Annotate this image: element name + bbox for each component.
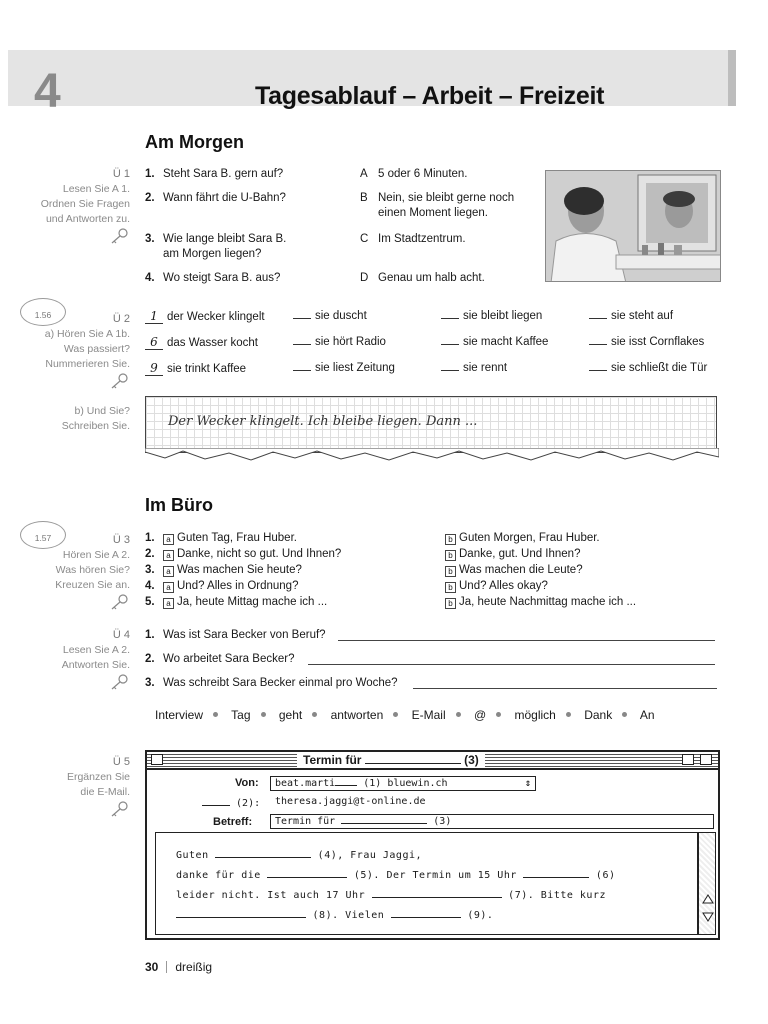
- u3-instruction-3: Kreuzen Sie an.: [55, 579, 130, 591]
- word-bank-item: Tag: [231, 708, 251, 722]
- u1-answer-a: A 5 oder 6 Minuten.: [360, 168, 468, 180]
- u3-item-5-a[interactable]: 5. a Ja, heute Mittag mache ich ...: [145, 596, 328, 608]
- action-item: sie liest Zeitung: [293, 362, 395, 374]
- section-title-morning: Am Morgen: [145, 132, 244, 152]
- action-item: 1 der Wecker klingelt: [145, 310, 265, 324]
- email-window: [145, 750, 720, 940]
- close-box-icon[interactable]: [151, 754, 163, 765]
- email-body[interactable]: [155, 832, 698, 935]
- email-body-line: Guten (4), Frau Jaggi,: [176, 850, 422, 861]
- u5-instruction-1: Ergänzen Sie: [66, 771, 130, 783]
- key-icon[interactable]: [108, 673, 130, 691]
- u2b-side-note: [62, 404, 130, 434]
- u5-label: Ü 5: [112, 756, 130, 768]
- email-titlebar[interactable]: [147, 752, 718, 770]
- subject-label: Betreff:: [213, 816, 253, 828]
- bullet-icon: [312, 712, 317, 717]
- email-title: Termin für (3): [297, 753, 485, 767]
- u3-item-1-a[interactable]: 1. a Guten Tag, Frau Huber.: [145, 532, 297, 544]
- word-bank-item: möglich: [514, 708, 556, 722]
- u3-item-1-b[interactable]: b Guten Morgen, Frau Huber.: [445, 532, 600, 545]
- word-bank-item: E-Mail: [411, 708, 446, 722]
- u3-item-4-b[interactable]: b Und? Alles okay?: [445, 580, 548, 593]
- word-bank-item: Dank: [584, 708, 613, 722]
- u2-instruction-1: a) Hören Sie A 1b.: [44, 328, 130, 340]
- action-item: 9 sie trinkt Kaffee: [145, 362, 246, 376]
- bullet-icon: [393, 712, 398, 717]
- u1-question-2: 2. Wann fährt die U-Bahn?: [145, 192, 286, 204]
- checkbox[interactable]: b: [445, 534, 456, 545]
- section-title-office: Im Büro: [145, 495, 214, 515]
- action-item: sie duscht: [293, 310, 367, 322]
- u1-question-4: 4. Wo steigt Sara B. aus?: [145, 272, 281, 284]
- u4-instruction-2: Antworten Sie.: [61, 659, 130, 671]
- email-scrollbar[interactable]: [698, 832, 716, 935]
- checkbox[interactable]: a: [163, 582, 174, 593]
- checkbox[interactable]: a: [163, 534, 174, 545]
- u3-item-5-b[interactable]: b Ja, heute Nachmittag mache ich ...: [445, 596, 636, 609]
- to-value[interactable]: theresa.jaggi@t-online.de: [275, 796, 426, 807]
- cd-track-badge[interactable]: 1.56: [20, 298, 66, 326]
- bullet-icon: [456, 712, 461, 717]
- key-icon[interactable]: [108, 593, 130, 611]
- checkbox[interactable]: a: [163, 598, 174, 609]
- from-field[interactable]: beat.marti (1) bluewin.ch ⇕: [270, 776, 536, 791]
- u1-question-3: 3. Wie lange bleibt Sara B. am Morgen liegen?: [145, 233, 287, 260]
- u4-question-1: 1. Was ist Sara Becker von Beruf?: [145, 629, 326, 641]
- u1-question-1: 1. Steht Sara B. gern auf?: [145, 168, 284, 180]
- chapter-title: Tagesablauf – Arbeit – Freizeit: [255, 82, 605, 110]
- word-bank: [155, 708, 655, 722]
- word-bank-item: An: [639, 708, 655, 722]
- key-icon[interactable]: [108, 227, 130, 245]
- u1-instruction-1: Lesen Sie A 1.: [62, 183, 130, 195]
- u3-instruction-1: Hören Sie A 2.: [62, 549, 130, 561]
- u1-instruction-3: und Antworten zu.: [45, 213, 130, 225]
- writing-sample-text: Der Wecker klingelt. Ich bleibe liegen. Dann ...: [168, 414, 478, 429]
- torn-edge: [145, 448, 719, 464]
- answer-line[interactable]: [413, 688, 717, 689]
- u3-instruction-2: Was hören Sie?: [55, 564, 130, 576]
- u1-label: Ü 1: [112, 168, 130, 180]
- u1-side-note: [41, 167, 130, 250]
- u2b-instruction-1: b) Und Sie?: [74, 405, 130, 417]
- page-word: dreißig: [175, 960, 213, 974]
- header-edge: [728, 50, 736, 106]
- u5-instruction-2: die E-Mail.: [80, 786, 130, 798]
- key-icon[interactable]: [108, 800, 130, 818]
- bullet-icon: [566, 712, 571, 717]
- collapse-icon[interactable]: [682, 754, 694, 765]
- checkbox[interactable]: b: [445, 550, 456, 561]
- u4-question-3: 3. Was schreibt Sara Becker einmal pro Woche?: [145, 677, 398, 689]
- divider: [166, 961, 167, 973]
- word-bank-item: geht: [278, 708, 303, 722]
- morning-photo: [545, 170, 721, 282]
- from-label: Von:: [235, 777, 259, 789]
- u2-instruction-3: Nummerieren Sie.: [45, 358, 130, 370]
- key-icon[interactable]: [108, 372, 130, 390]
- u3-item-3-a[interactable]: 3. a Was machen Sie heute?: [145, 564, 302, 576]
- u1-instruction-2: Ordnen Sie Fragen: [40, 198, 130, 210]
- checkbox[interactable]: a: [163, 550, 174, 561]
- u1-answer-c: C Im Stadtzentrum.: [360, 233, 466, 245]
- u1-answer-b: B Nein, sie bleibt gerne noch einen Moment liegen.: [360, 192, 515, 219]
- action-item: sie schließt die Tür: [589, 362, 707, 374]
- checkbox[interactable]: a: [163, 566, 174, 577]
- chapter-number: 4: [34, 65, 61, 118]
- email-body-line: (8). Vielen (9).: [176, 909, 493, 921]
- email-body-line: leider nicht. Ist auch 17 Uhr (7). Bitte kurz: [176, 890, 606, 901]
- action-item: sie macht Kaffee: [441, 336, 548, 348]
- bullet-icon: [261, 712, 266, 717]
- word-bank-item: Interview: [155, 708, 204, 722]
- cd-track-badge[interactable]: 1.57: [20, 521, 66, 549]
- scroll-arrows-icon[interactable]: [702, 893, 714, 923]
- u1-answer-d: D Genau um halb acht.: [360, 272, 485, 284]
- checkbox[interactable]: b: [445, 598, 456, 609]
- bullet-icon: [622, 712, 627, 717]
- email-body-line: danke für die (5). Der Termin um 15 Uhr (6): [176, 870, 616, 881]
- zoom-icon[interactable]: [700, 754, 712, 765]
- u3-side-note: [55, 533, 130, 616]
- action-item: sie hört Radio: [293, 336, 386, 348]
- page-footer: [145, 960, 212, 974]
- bullet-icon: [496, 712, 501, 717]
- u3-item-2-b[interactable]: b Danke, gut. Und Ihnen?: [445, 548, 580, 561]
- u3-label: Ü 3: [112, 534, 130, 546]
- u4-label: Ü 4: [112, 629, 130, 641]
- u5-side-note: [67, 755, 130, 823]
- checkbox[interactable]: b: [445, 582, 456, 593]
- to-label: (2):: [202, 797, 260, 809]
- word-bank-item: antworten: [330, 708, 384, 722]
- answer-line[interactable]: [338, 640, 715, 641]
- subject-field[interactable]: Termin für (3): [270, 814, 714, 829]
- u3-item-3-b[interactable]: b Was machen die Leute?: [445, 564, 583, 577]
- bullet-icon: [213, 712, 218, 717]
- u2-instruction-2: Was passiert?: [63, 343, 130, 355]
- u2-side-note: [45, 312, 130, 395]
- dropdown-icon[interactable]: ⇕: [524, 778, 531, 789]
- u3-item-4-a[interactable]: 4. a Und? Alles in Ordnung?: [145, 580, 299, 592]
- action-item: 6 das Wasser kocht: [145, 336, 258, 350]
- action-item: sie rennt: [441, 362, 507, 374]
- answer-line[interactable]: [308, 664, 715, 665]
- u2b-instruction-2: Schreiben Sie.: [61, 420, 130, 432]
- u4-side-note: [62, 628, 130, 696]
- u3-item-2-a[interactable]: 2. a Danke, nicht so gut. Und Ihnen?: [145, 548, 342, 560]
- action-item: sie bleibt liegen: [441, 310, 542, 322]
- action-item: sie steht auf: [589, 310, 673, 322]
- u2-label: Ü 2: [112, 313, 130, 325]
- action-item: sie isst Cornflakes: [589, 336, 704, 348]
- page-number: 30: [145, 960, 159, 974]
- word-bank-item: @: [473, 708, 487, 722]
- u4-instruction-1: Lesen Sie A 2.: [62, 644, 130, 656]
- u4-question-2: 2. Wo arbeitet Sara Becker?: [145, 653, 295, 665]
- checkbox[interactable]: b: [445, 566, 456, 577]
